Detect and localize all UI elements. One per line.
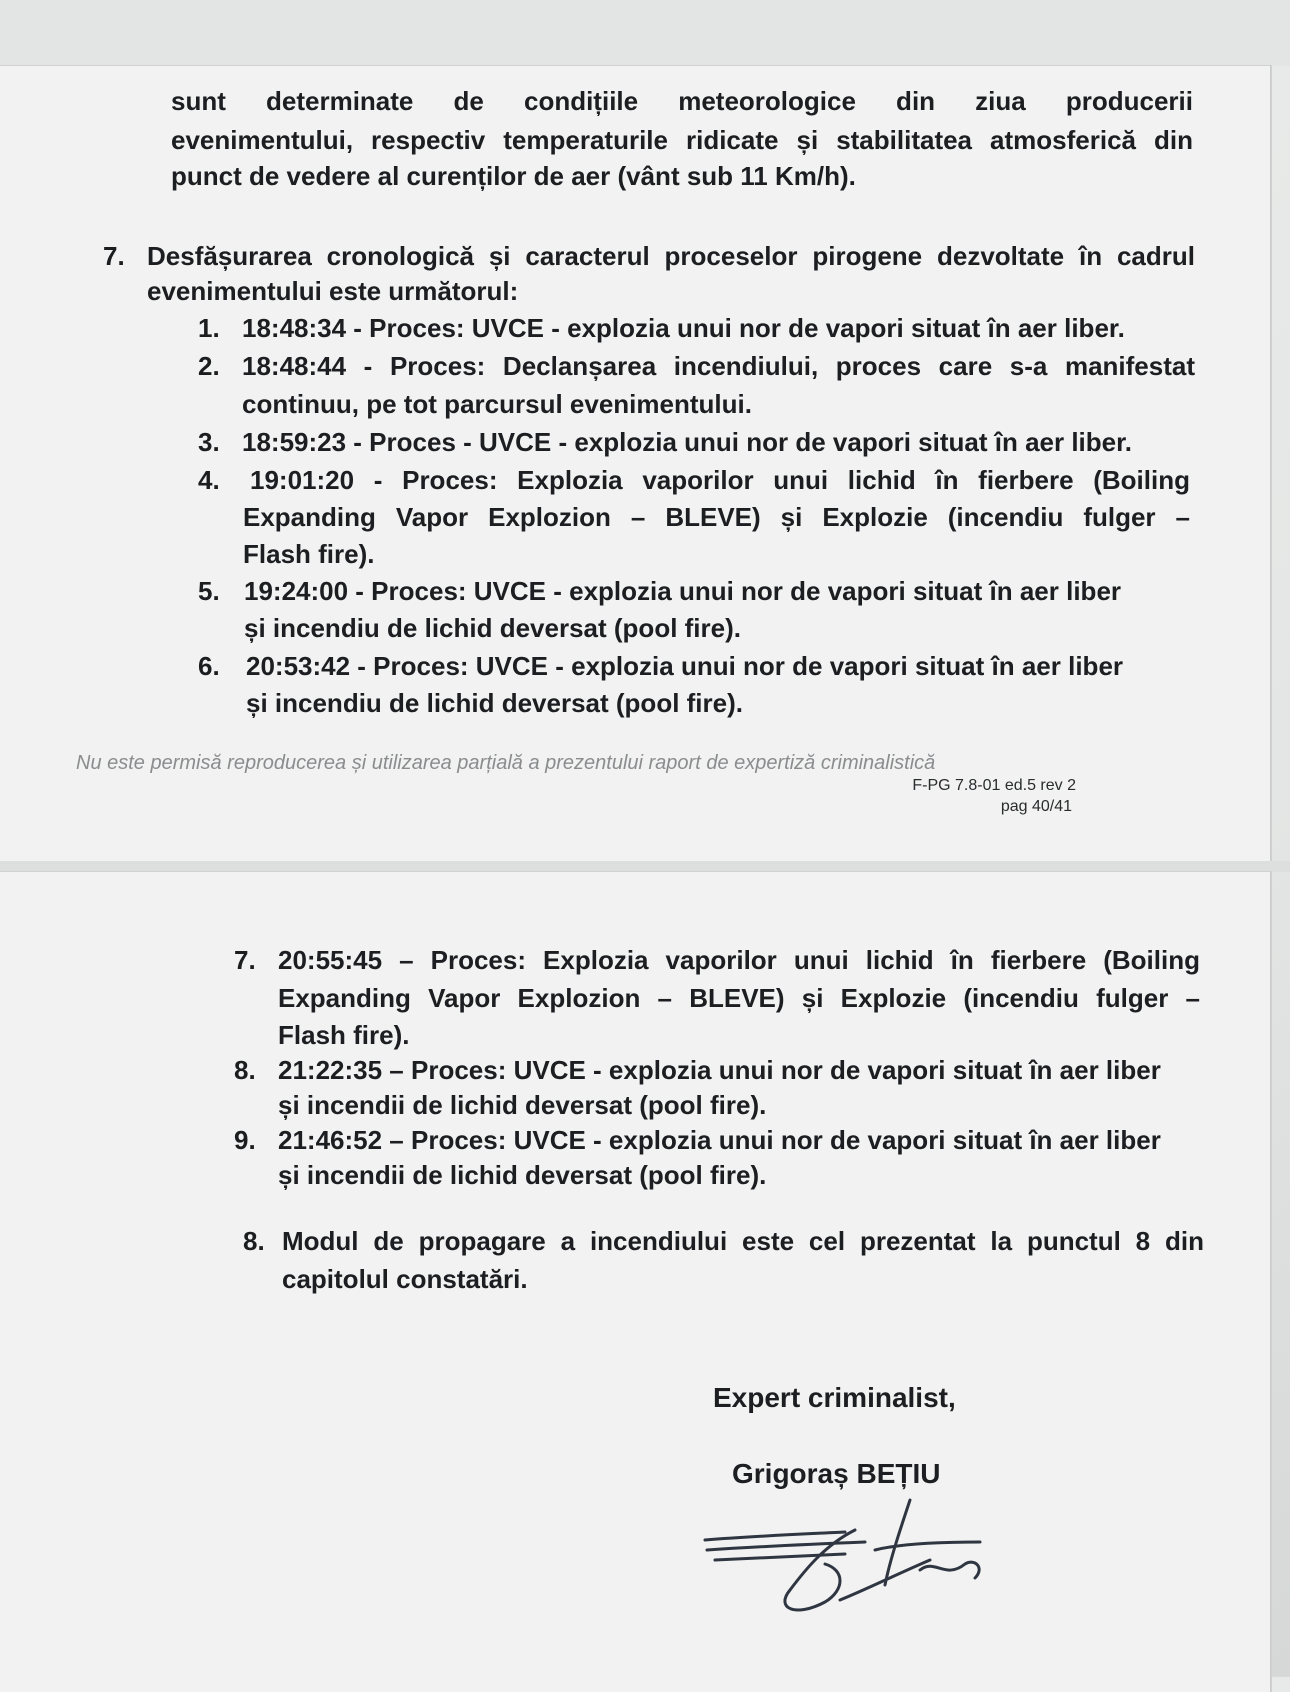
list-item-number: 2. (198, 351, 220, 381)
signature-name: Grigoraș BEȚIU (732, 1458, 941, 1489)
handwritten-signature (695, 1490, 995, 1620)
intro-line: sunt determinate de condițiile meteorologice din ziua producerii (171, 86, 1193, 116)
list-item-number: 8. (234, 1055, 256, 1085)
list-item-number: 4. (198, 465, 220, 495)
section-heading: Desfășurarea cronologică și caracterul proceselor pirogene dezvoltate în cadrul (147, 241, 1195, 271)
list-item-continuation: continuu, pe tot parcursul evenimentului. (242, 389, 752, 419)
list-item-number: 9. (234, 1125, 256, 1155)
viewer-background (0, 0, 1290, 66)
section-paragraph: capitolul constatări. (282, 1264, 528, 1294)
section-number: 8. (243, 1226, 265, 1256)
list-item-continuation: și incendiu de lichid deversat (pool fire). (246, 688, 743, 718)
list-item: 20:55:45 – Proces: Explozia vaporilor unui lichid în fierbere (Boiling (278, 945, 1200, 975)
section-number: 7. (103, 241, 125, 271)
list-item-continuation: Flash fire). (243, 539, 375, 569)
intro-line: punct de vedere al curenților de aer (vânt sub 11 Km/h). (171, 161, 856, 191)
list-item-number: 5. (198, 576, 220, 606)
list-item: 18:48:34 - Proces: UVCE - explozia unui nor de vapori situat în aer liber. (242, 313, 1125, 343)
list-item-continuation: și incendiu de lichid deversat (pool fire). (244, 613, 741, 643)
list-item: 18:48:44 - Proces: Declanșarea incendiului, proces care s-a manifestat (242, 351, 1195, 381)
list-item: 18:59:23 - Proces - UVCE - explozia unui nor de vapori situat în aer liber. (242, 427, 1133, 457)
list-item-continuation: și incendii de lichid deversat (pool fire). (278, 1160, 767, 1190)
list-item: 20:53:42 - Proces: UVCE - explozia unui nor de vapori situat în aer liber (246, 651, 1124, 681)
page-number: pag 40/41 (1000, 798, 1072, 815)
list-item: 21:22:35 – Proces: UVCE - explozia unui nor de vapori situat în aer liber (278, 1055, 1161, 1085)
list-item: 19:24:00 - Proces: UVCE - explozia unui nor de vapori situat în aer liber (244, 576, 1122, 606)
section-paragraph: Modul de propagare a incendiului este cel prezentat la punctul 8 din (282, 1226, 1204, 1256)
signature-title: Expert criminalist, (713, 1382, 956, 1413)
form-code: F-PG 7.8-01 ed.5 rev 2 (912, 777, 1076, 794)
list-item-continuation: și incendii de lichid deversat (pool fire). (278, 1090, 767, 1120)
list-item-continuation: Expanding Vapor Explozion – BLEVE) și Explozie (incendiu fulger – (278, 983, 1200, 1013)
list-item-number: 3. (198, 427, 220, 457)
list-item-number: 7. (234, 945, 256, 975)
list-item-continuation: Flash fire). (278, 1020, 410, 1050)
page-separator (0, 861, 1290, 872)
footer-disclaimer: Nu este permisă reproducerea și utilizarea parțială a prezentului raport de expertiză criminalistică (76, 752, 936, 774)
intro-line: evenimentului, respectiv temperaturile ridicate și stabilitatea atmosferică din (171, 125, 1193, 155)
list-item: 21:46:52 – Proces: UVCE - explozia unui nor de vapori situat în aer liber (278, 1125, 1161, 1155)
list-item: 19:01:20 - Proces: Explozia vaporilor unui lichid în fierbere (Boiling (250, 465, 1190, 495)
list-item-number: 6. (198, 651, 220, 681)
list-item-continuation: Expanding Vapor Explozion – BLEVE) și Explozie (incendiu fulger – (243, 502, 1190, 532)
section-heading: evenimentului este următorul: (147, 276, 519, 306)
list-item-number: 1. (198, 313, 220, 343)
